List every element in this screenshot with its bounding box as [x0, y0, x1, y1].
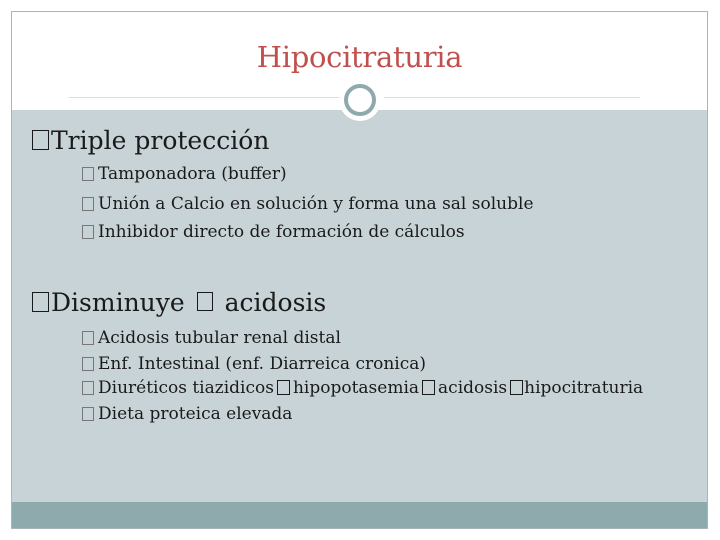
chain-text-c: acidosis [438, 378, 508, 398]
list-item-text: Inhibidor directo de formación de cálculos [98, 222, 465, 242]
circle-ornament-icon [339, 79, 381, 121]
slide [11, 11, 708, 529]
bullet-box-icon [82, 167, 94, 181]
chain-text-d: hipocitraturia [524, 378, 644, 398]
arrow-placeholder-icon [277, 380, 290, 395]
section-heading-2-text-b: acidosis [224, 288, 327, 317]
chain-text-a: Diuréticos tiazidicos [98, 378, 274, 398]
arrow-placeholder-icon [422, 380, 435, 395]
bullet-box-icon [82, 225, 94, 239]
list-item-text: Enf. Intestinal (enf. Diarreica cronica) [98, 354, 427, 374]
section-heading-2-text-a: Disminuye [51, 288, 185, 317]
slide-title: Hipocitraturia [256, 40, 463, 74]
bullet-box-icon [82, 331, 94, 345]
bullet-box-icon [82, 197, 94, 211]
arrow-placeholder-icon [510, 380, 523, 395]
bullet-box-icon [82, 357, 94, 371]
title-divider-right [384, 97, 640, 98]
bullet-box-icon [32, 292, 49, 312]
bullet-box-icon [82, 407, 94, 421]
list-item [82, 194, 534, 214]
list-item-text: Tamponadora (buffer) [98, 164, 287, 184]
section-heading-1-text: Triple protección [51, 126, 270, 155]
bullet-box-icon [82, 381, 94, 395]
list-item-text: Acidosis tubular renal distal [98, 328, 341, 348]
arrow-placeholder-icon [197, 292, 213, 311]
list-item [82, 328, 341, 348]
list-item [82, 354, 426, 374]
section-heading-1 [32, 126, 269, 155]
title-divider-left [69, 97, 339, 98]
bullet-box-icon [32, 130, 49, 150]
section-heading-2 [32, 288, 326, 317]
list-item [82, 222, 465, 242]
circle-ring [344, 84, 376, 116]
list-item-chain [82, 378, 643, 398]
list-item-text: Dieta proteica elevada [98, 404, 293, 424]
footer-band [12, 502, 707, 529]
list-item [82, 164, 287, 184]
list-item [82, 404, 292, 424]
list-item-text: Unión a Calcio en solución y forma una sal soluble [98, 194, 534, 214]
chain-text-b: hipopotasemia [292, 378, 420, 398]
